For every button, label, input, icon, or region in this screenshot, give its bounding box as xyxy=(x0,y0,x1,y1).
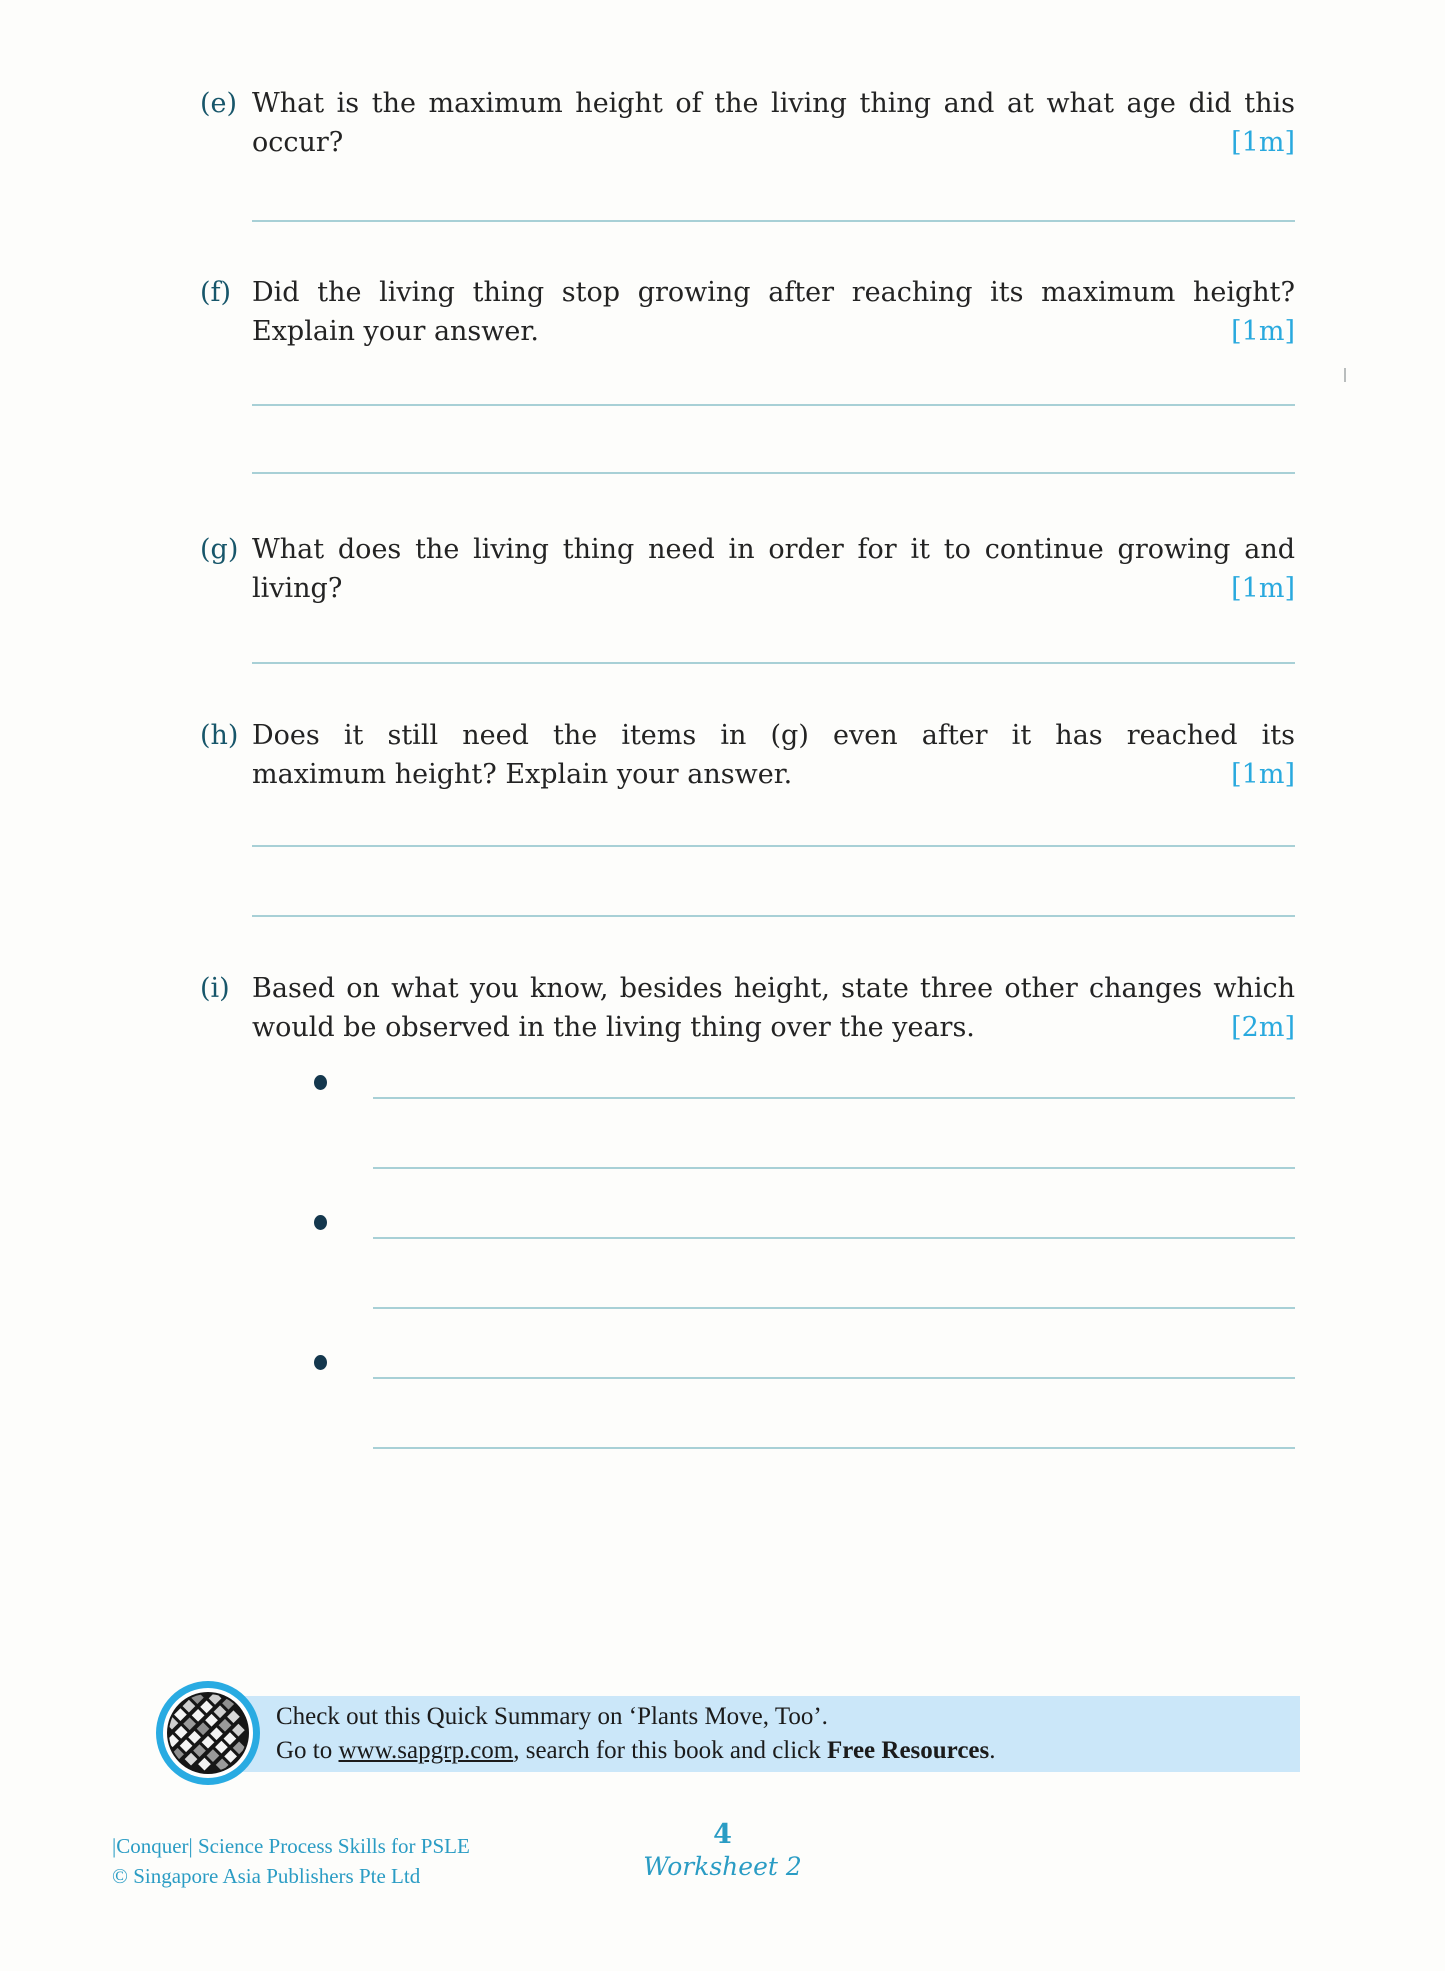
question-e-label: (e) xyxy=(200,88,238,119)
bullet-icon xyxy=(314,1075,327,1090)
question-e xyxy=(200,84,1295,222)
question-g xyxy=(200,530,1295,664)
question-g-text-line2: living? xyxy=(252,573,343,604)
question-f-text-line1: Did the living thing stop growing after reaching its maximum height? xyxy=(252,277,1295,308)
question-f-label: (f) xyxy=(200,277,232,308)
answer-line xyxy=(252,220,1295,222)
callout-line2-suffix: . xyxy=(989,1737,996,1764)
question-h-text-line2: maximum height? Explain your answer. xyxy=(252,759,793,790)
callout-line1: Check out this Quick Summary on ‘Plants Move, Too’. xyxy=(276,1703,828,1730)
question-h-text-line1: Does it still need the items in (g) even after it has reached its xyxy=(252,720,1295,751)
quick-summary-callout xyxy=(210,1696,1300,1772)
answer-line xyxy=(252,915,1295,917)
question-i-text-line2: would be observed in the living thing over the years. xyxy=(252,1012,975,1043)
answer-line xyxy=(252,404,1295,406)
callout-line2-middle: , search for this book and click xyxy=(513,1737,828,1764)
book-title: |Conquer| Science Process Skills for PSLE xyxy=(112,1834,470,1858)
question-h-marks-badge: [1m] xyxy=(1231,759,1295,790)
sapgrp-link[interactable]: www.sapgrp.com xyxy=(338,1737,514,1764)
worksheet-label: Worksheet 2 xyxy=(643,1852,802,1881)
answer-line xyxy=(373,1377,1295,1379)
answer-line xyxy=(373,1447,1295,1449)
question-g-text-line1: What does the living thing need in order for it to continue growing and xyxy=(252,534,1295,565)
bullet-item xyxy=(252,1309,1295,1449)
question-f xyxy=(200,273,1295,474)
question-i-text-line1: Based on what you know, besides height, state three other changes which xyxy=(252,973,1295,1004)
bullet-answer-section xyxy=(252,1047,1295,1449)
question-g-marks-badge: [1m] xyxy=(1231,573,1295,604)
callout-line2-prefix: Go to xyxy=(276,1737,339,1764)
question-i-marks-badge: [2m] xyxy=(1231,1012,1295,1043)
answer-line xyxy=(373,1167,1295,1169)
bullet-item xyxy=(252,1169,1295,1309)
answer-line xyxy=(252,845,1295,847)
question-e-text-line2: occur? xyxy=(252,127,344,158)
copyright-notice: © Singapore Asia Publishers Pte Ltd xyxy=(112,1864,421,1888)
free-resources-label: Free Resources xyxy=(827,1737,990,1764)
answer-line xyxy=(252,472,1295,474)
questions-section xyxy=(200,0,1295,1449)
bullet-item xyxy=(252,1047,1295,1169)
bullet-icon xyxy=(314,1215,327,1230)
question-i xyxy=(200,969,1295,1449)
answer-line xyxy=(252,662,1295,664)
question-h xyxy=(200,716,1295,917)
question-f-marks-badge: [1m] xyxy=(1231,316,1295,347)
qr-code-icon xyxy=(155,1680,261,1786)
question-i-label: (i) xyxy=(200,973,230,1004)
question-f-text-line2: Explain your answer. xyxy=(252,316,539,347)
callout-box xyxy=(210,1696,1300,1772)
callout-line2 xyxy=(276,1734,1300,1768)
bullet-icon xyxy=(314,1355,327,1370)
question-e-marks-badge: [1m] xyxy=(1231,127,1295,158)
scan-artifact xyxy=(1344,368,1346,382)
page-number: 4 xyxy=(713,1819,732,1850)
footer-left xyxy=(112,1831,470,1891)
answer-line xyxy=(373,1237,1295,1239)
question-g-label: (g) xyxy=(200,534,239,565)
answer-line xyxy=(373,1097,1295,1099)
answer-line xyxy=(373,1307,1295,1309)
question-h-label: (h) xyxy=(200,720,239,751)
question-e-text-line1: What is the maximum height of the living thing and at what age did this xyxy=(252,88,1295,119)
